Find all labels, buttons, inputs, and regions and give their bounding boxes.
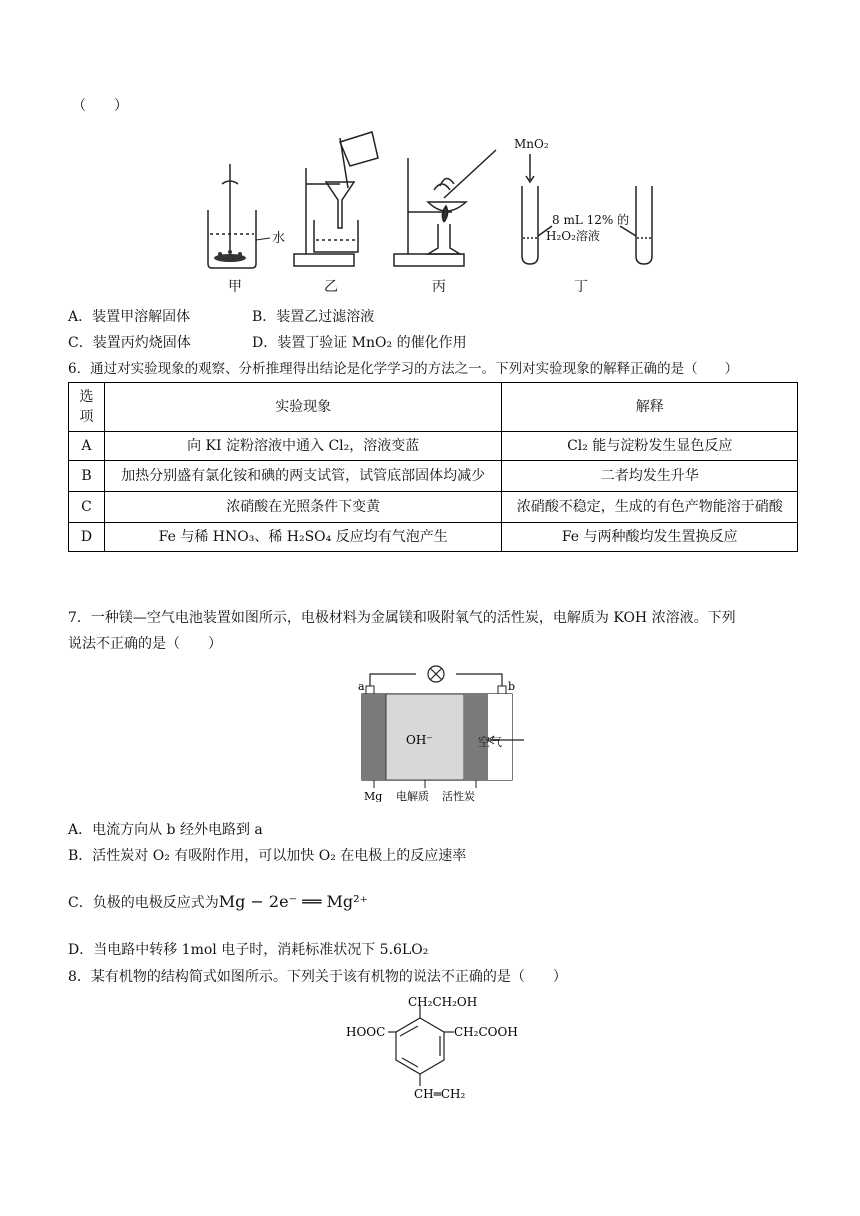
header-phenomenon: 实验现象 <box>104 383 501 432</box>
q5-apparatus-figure <box>190 128 670 298</box>
row-option: A <box>69 432 105 461</box>
q5-option-d[interactable]: D．装置丁验证 MnO₂ 的催化作用 <box>252 335 467 351</box>
burning-bing <box>394 150 496 266</box>
row-explanation: Fe 与两种酸均发生置换反应 <box>502 523 798 552</box>
q7-option-c-prefix: C．负极的电极反应式为 <box>68 895 219 911</box>
test-tubes-ding <box>522 154 652 264</box>
row-phenomenon: 向 KI 淀粉溶液中通入 Cl₂，溶液变蓝 <box>104 432 501 461</box>
row-phenomenon: 加热分别盛有氯化铵和碘的两支试管，试管底部固体均减少 <box>104 461 501 492</box>
air-label: 空气 <box>478 735 503 749</box>
q7-stem-1: 7．一种镁—空气电池装置如图所示，电极材料为金属镁和吸附氧气的活性炭，电解质为 KOH 浓溶液。下列 <box>68 610 736 626</box>
q7-battery-figure <box>356 660 526 802</box>
ion-label: OH⁻ <box>406 733 433 747</box>
q7-option-c-formula: Mg − 2e⁻ ══ Mg²⁺ <box>218 892 368 911</box>
substituent-top: CH₂CH₂OH <box>408 995 478 1009</box>
water-label: 水 <box>272 231 286 246</box>
table-row <box>69 461 798 492</box>
filtration-yi <box>294 132 378 266</box>
q5-option-a[interactable]: A．装置甲溶解固体 <box>68 309 191 325</box>
carbon-label: 活性炭 <box>442 790 475 802</box>
header-explanation: 解释 <box>502 383 798 432</box>
substituent-bottom: CH═CH₂ <box>414 1087 466 1101</box>
row-phenomenon: Fe 与稀 HNO₃、稀 H₂SO₄ 反应均有气泡产生 <box>104 523 501 552</box>
table-header-row <box>69 383 798 432</box>
label-ding: 丁 <box>574 279 588 295</box>
header-option: 选项 <box>69 383 105 432</box>
q7-option-d[interactable]: D．当电路中转移 1mol 电子时，消耗标准状况下 5.6LO₂ <box>68 942 429 958</box>
label-bing: 丙 <box>432 279 446 295</box>
h2o2-label-1: 8 mL 12% 的 <box>552 213 630 227</box>
mg-label: Mg <box>364 790 383 802</box>
substituent-left: HOOC <box>346 1025 386 1039</box>
q7-option-b[interactable]: B．活性炭对 O₂ 有吸附作用，可以加快 O₂ 在电极上的反应速率 <box>68 848 467 864</box>
mno2-label: MnO₂ <box>514 137 549 151</box>
row-phenomenon: 浓硝酸在光照条件下变黄 <box>104 492 501 523</box>
beaker-jia <box>208 164 256 268</box>
q8-stem: 8．某有机物的结构简式如图所示。下列关于该有机物的说法不正确的是（ ） <box>68 969 567 985</box>
label-jia: 甲 <box>228 279 242 295</box>
q7-option-a[interactable]: A．电流方向从 b 经外电路到 a <box>68 822 263 838</box>
electrolyte-label: 电解质 <box>396 790 429 802</box>
q5-option-b[interactable]: B．装置乙过滤溶液 <box>252 309 375 325</box>
electrode-b-label: b <box>508 680 516 693</box>
q5-answer-paren: （ ） <box>72 98 128 114</box>
row-explanation: 浓硝酸不稳定，生成的有色产物能溶于硝酸 <box>502 492 798 523</box>
q6-stem: 6．通过对实验现象的观察、分析推理得出结论是化学学习的方法之一。下列对实验现象的解释正确的是（ ） <box>68 361 739 377</box>
q8-structure-figure <box>340 990 540 1102</box>
table-row <box>69 523 798 552</box>
table-row <box>69 432 798 461</box>
q7-stem-2: 说法不正确的是（ ） <box>68 636 222 652</box>
q5-option-c[interactable]: C．装置丙灼烧固体 <box>68 335 191 351</box>
substituent-right: CH₂COOH <box>454 1025 518 1039</box>
row-option: D <box>69 523 105 552</box>
row-explanation: 二者均发生升华 <box>502 461 798 492</box>
label-yi: 乙 <box>324 279 338 295</box>
row-option: B <box>69 461 105 492</box>
row-explanation: Cl₂ 能与淀粉发生显色反应 <box>502 432 798 461</box>
row-option: C <box>69 492 105 523</box>
q7-option-c[interactable] <box>68 892 368 913</box>
q6-table <box>68 382 798 552</box>
electrode-a-label: a <box>358 680 365 693</box>
table-row <box>69 492 798 523</box>
solid-jia <box>214 250 246 262</box>
h2o2-label-2: H₂O₂溶液 <box>546 229 600 243</box>
